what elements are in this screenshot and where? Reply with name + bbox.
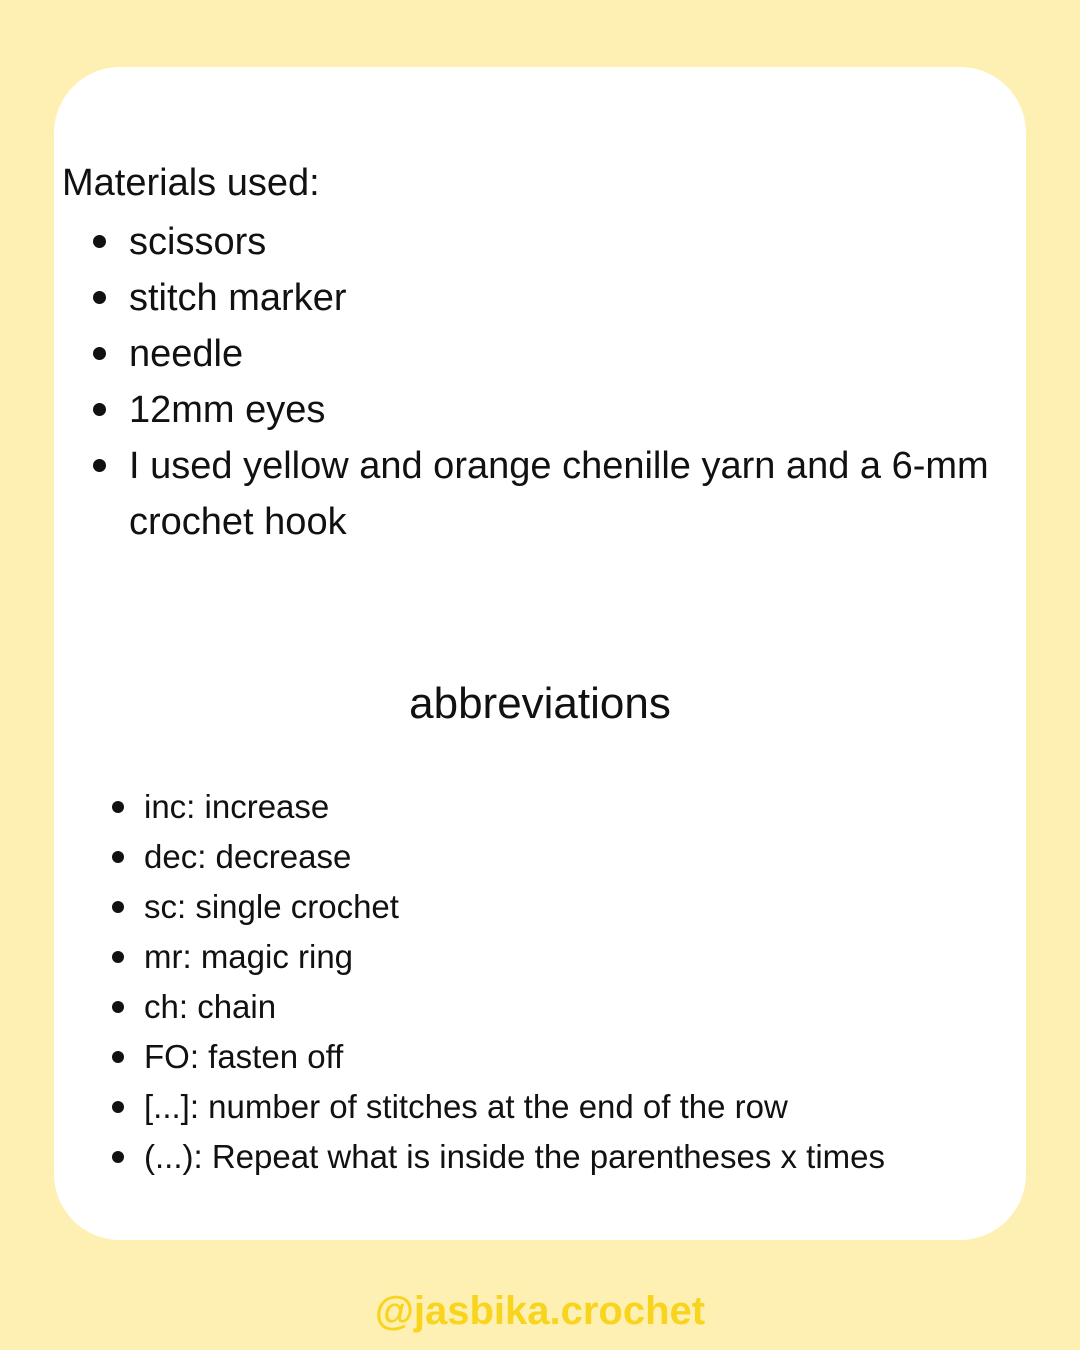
abbreviation-label: (...): Repeat what is inside the parentheses x times xyxy=(144,1138,886,1175)
materials-list xyxy=(62,214,992,550)
bullet-icon xyxy=(93,347,106,360)
bullet-icon xyxy=(112,951,124,963)
abbreviation-label: mr: magic ring xyxy=(144,938,354,975)
abbreviation-item xyxy=(108,782,1008,832)
abbreviation-label: FO: fasten off xyxy=(144,1038,344,1075)
materials-item xyxy=(62,326,992,382)
abbreviation-item xyxy=(108,882,1008,932)
materials-item-label: 12mm eyes xyxy=(129,389,326,431)
bullet-icon xyxy=(112,1151,124,1163)
bullet-icon xyxy=(112,851,124,863)
materials-item-label: needle xyxy=(129,333,244,375)
abbreviation-item xyxy=(108,1082,1008,1132)
materials-item-label: I used yellow and orange chenille yarn and a 6-mm crochet hook xyxy=(129,445,989,543)
abbreviations-list xyxy=(108,782,1008,1182)
abbreviation-item xyxy=(108,1032,1008,1082)
bullet-icon xyxy=(93,459,106,472)
materials-item xyxy=(62,382,992,438)
bullet-icon xyxy=(93,403,106,416)
materials-item-label: scissors xyxy=(129,221,267,263)
bullet-icon xyxy=(112,1101,124,1113)
abbreviation-item xyxy=(108,832,1008,882)
materials-item xyxy=(62,438,992,550)
abbreviation-label: dec: decrease xyxy=(144,838,352,875)
abbreviation-label: [...]: number of stitches at the end of the row xyxy=(144,1088,788,1125)
materials-heading: Materials used: xyxy=(62,162,320,204)
bullet-icon xyxy=(112,1001,124,1013)
abbreviation-item xyxy=(108,982,1008,1032)
bullet-icon xyxy=(112,1051,124,1063)
abbreviations-heading: abbreviations xyxy=(409,679,671,728)
bullet-icon xyxy=(93,235,106,248)
bullet-icon xyxy=(112,801,124,813)
social-handle: @jasbika.crochet xyxy=(374,1289,706,1333)
abbreviation-label: inc: increase xyxy=(144,788,330,825)
materials-item-label: stitch marker xyxy=(129,277,347,319)
bullet-icon xyxy=(93,291,106,304)
bullet-icon xyxy=(112,901,124,913)
abbreviation-label: sc: single crochet xyxy=(144,888,399,925)
abbreviation-item xyxy=(108,932,1008,982)
abbreviation-item xyxy=(108,1132,1008,1182)
materials-item xyxy=(62,270,992,326)
abbreviation-label: ch: chain xyxy=(144,988,277,1025)
materials-item xyxy=(62,214,992,270)
